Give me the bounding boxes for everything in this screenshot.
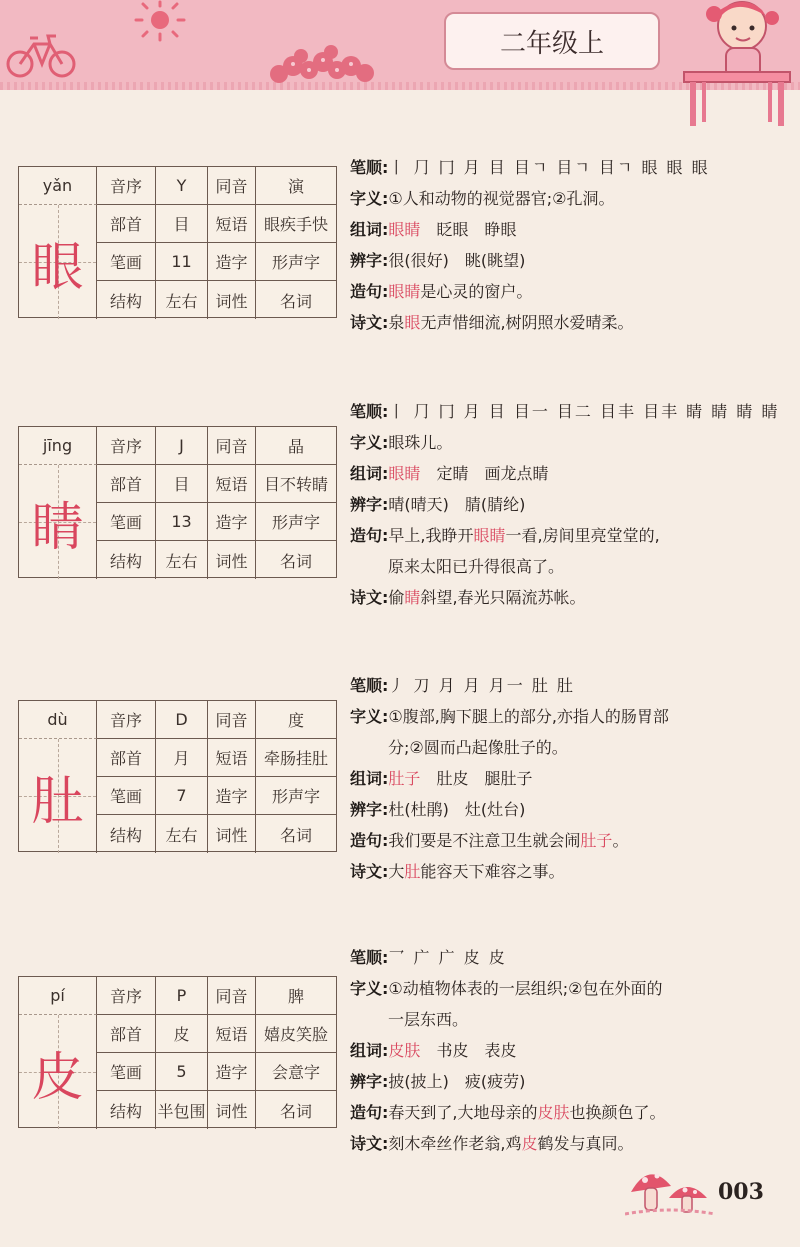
poem-line	[350, 582, 790, 613]
label-cixing: 词性	[208, 1091, 256, 1129]
value-jiegou: 左右	[156, 281, 208, 319]
meaning-line	[350, 183, 790, 214]
sentence-line	[350, 276, 790, 307]
label-yinxu: 音序	[97, 977, 156, 1015]
value-cixing: 名词	[279, 291, 312, 311]
sentence-a: 我们要是不注意卫生就会闹	[388, 831, 581, 850]
poem-a: 大	[388, 862, 405, 881]
label-bianzi: 辨字:	[350, 800, 389, 819]
poem-a: 刻木牵丝作老翁,鸡	[388, 1134, 522, 1153]
label-ziyi: 字义:	[350, 979, 389, 998]
big-character	[19, 205, 97, 319]
value-duanyu: 嬉皮笑脸	[256, 1015, 336, 1053]
words-rest: 肚皮 腿肚子	[436, 769, 533, 788]
value-bihua: 11	[156, 243, 208, 281]
poem-b: 能容天下难容之事。	[420, 862, 565, 881]
value-duanyu: 目不转睛	[256, 465, 336, 503]
meaning: ①人和动物的视觉器官;②孔洞。	[388, 189, 615, 208]
words-line	[350, 763, 790, 794]
big-character-text: 肚	[31, 771, 84, 832]
char-notes	[350, 942, 790, 1159]
char-info-card	[18, 426, 337, 578]
label-jiegou: 结构	[97, 1091, 156, 1129]
sentence-line	[350, 1097, 790, 1128]
big-character-text: 睛	[31, 497, 84, 558]
distinguish: 很(很好) 眺(眺望)	[388, 251, 526, 270]
value-tongyin: 晶	[256, 427, 336, 465]
meaning-line	[350, 701, 790, 732]
value-cixing: 名词	[279, 825, 312, 845]
value-bushou: 皮	[156, 1015, 208, 1053]
sentence-line	[350, 520, 790, 551]
words-rest: 眨眼 睁眼	[436, 220, 517, 239]
label-ziyi: 字义:	[350, 189, 389, 208]
label-yinxu: 音序	[97, 167, 156, 205]
poem-line	[350, 856, 790, 887]
pinyin: dù	[19, 701, 97, 739]
label-zaoju: 造句:	[350, 1103, 389, 1122]
label-duanyu: 短语	[208, 465, 256, 503]
label-jiegou: 结构	[97, 281, 156, 319]
poem-b: 斜望,春光只隔流苏帐。	[420, 588, 586, 607]
sun-icon	[130, 0, 190, 46]
big-character	[19, 1015, 97, 1129]
sentence-continued: 原来太阳已升得很高了。	[388, 557, 565, 576]
bicycle-icon	[4, 30, 78, 80]
label-zaozi: 造字	[208, 503, 256, 541]
words-line	[350, 458, 790, 489]
label-zaoju: 造句:	[350, 831, 389, 850]
sentence-b: 一看,房间里亮堂堂的,	[505, 526, 660, 545]
big-character	[19, 465, 97, 579]
value-bihua: 13	[156, 503, 208, 541]
label-jiegou: 结构	[97, 541, 156, 579]
label-shiwen: 诗文:	[350, 588, 389, 607]
distinguish-line	[350, 1066, 790, 1097]
label-bihua: 笔画	[97, 777, 156, 815]
poem-highlight: 皮	[521, 1134, 538, 1153]
value-bihua: 5	[156, 1053, 208, 1091]
label-bishun: 笔顺:	[350, 676, 389, 695]
label-tongyin: 同音	[208, 167, 256, 205]
label-shiwen: 诗文:	[350, 313, 389, 332]
poem-highlight: 肚	[404, 862, 421, 881]
distinguish: 披(披上) 疲(疲劳)	[388, 1072, 526, 1091]
label-ziyi: 字义:	[350, 707, 389, 726]
value-tongyin: 脾	[256, 977, 336, 1015]
label-zuci: 组词:	[350, 220, 389, 239]
label-bianzi: 辨字:	[350, 1072, 389, 1091]
meaning: ①腹部,胸下腿上的部分,亦指人的肠胃部	[388, 707, 669, 726]
value-zaozi: 形声字	[256, 777, 336, 815]
value-yinxu: D	[156, 701, 208, 739]
label-zaozi: 造字	[208, 243, 256, 281]
stroke-order-line	[350, 152, 790, 183]
sentence-highlight: 眼睛	[473, 526, 506, 545]
stroke-order: 乛 广 广 皮 皮	[388, 948, 507, 967]
poem-highlight: 眼	[404, 313, 421, 332]
label-bushou: 部首	[97, 205, 156, 243]
sentence-highlight: 皮肤	[537, 1103, 570, 1122]
label-duanyu: 短语	[208, 205, 256, 243]
value-bushou: 月	[156, 739, 208, 777]
grade-tag: 二年级上	[444, 12, 660, 70]
value-duanyu: 牵肠挂肚	[256, 739, 336, 777]
words-rest: 定睛 画龙点睛	[436, 464, 549, 483]
char-notes	[350, 670, 790, 887]
girl-at-desk-icon	[674, 0, 794, 130]
word-highlight: 眼睛	[388, 464, 421, 483]
label-shiwen: 诗文:	[350, 862, 389, 881]
poem-line	[350, 307, 790, 338]
char-info-card	[18, 976, 337, 1128]
poem-line	[350, 1128, 790, 1159]
label-bushou: 部首	[97, 465, 156, 503]
value-jiegou: 左右	[156, 541, 208, 579]
value-yinxu: P	[156, 977, 208, 1015]
value-yinxu: J	[156, 427, 208, 465]
sentence-b: 。	[612, 831, 629, 850]
meaning: 眼珠儿。	[388, 433, 453, 452]
sentence-highlight: 肚子	[580, 831, 613, 850]
value-tongyin: 演	[256, 167, 336, 205]
poem-a: 偷	[388, 588, 405, 607]
poem-b: 鹤发与真同。	[537, 1134, 634, 1153]
label-bihua: 笔画	[97, 1053, 156, 1091]
label-tongyin: 同音	[208, 701, 256, 739]
label-shiwen: 诗文:	[350, 1134, 389, 1153]
value-zaozi: 形声字	[256, 503, 336, 541]
value-tongyin: 度	[256, 701, 336, 739]
label-zuci: 组词:	[350, 464, 389, 483]
distinguish-line	[350, 245, 790, 276]
pinyin: jīng	[19, 427, 97, 465]
label-tongyin: 同音	[208, 977, 256, 1015]
meaning: ①动植物体表的一层组织;②包在外面的	[388, 979, 663, 998]
label-bihua: 笔画	[97, 243, 156, 281]
meaning-continued: 分;②圆而凸起像肚子的。	[388, 738, 568, 757]
value-bushou: 目	[156, 205, 208, 243]
big-character	[19, 739, 97, 853]
word-highlight: 皮肤	[388, 1041, 421, 1060]
words-line	[350, 214, 790, 245]
words-rest: 书皮 表皮	[436, 1041, 517, 1060]
char-notes	[350, 152, 790, 338]
value-bushou: 目	[156, 465, 208, 503]
stroke-order: 丨 ⺆ 冂 月 目 目ㄱ 目ㄱ 目ㄱ 眼 眼 眼	[388, 158, 710, 177]
words-line	[350, 1035, 790, 1066]
sentence-a: 早上,我睁开	[388, 526, 474, 545]
label-bianzi: 辨字:	[350, 495, 389, 514]
label-yinxu: 音序	[97, 427, 156, 465]
stroke-order-line	[350, 942, 790, 973]
label-tongyin: 同音	[208, 427, 256, 465]
label-yinxu: 音序	[97, 701, 156, 739]
char-info-card	[18, 700, 337, 852]
big-character-text: 皮	[31, 1047, 84, 1108]
label-duanyu: 短语	[208, 1015, 256, 1053]
pinyin: pí	[19, 977, 97, 1015]
char-info-card	[18, 166, 337, 318]
stroke-order-line	[350, 670, 790, 701]
pinyin: yǎn	[19, 167, 97, 205]
label-bushou: 部首	[97, 1015, 156, 1053]
value-cixing: 名词	[279, 551, 312, 571]
distinguish: 晴(晴天) 腈(腈纶)	[388, 495, 526, 514]
label-zuci: 组词:	[350, 1041, 389, 1060]
label-cixing: 词性	[208, 541, 256, 579]
label-zaozi: 造字	[208, 777, 256, 815]
label-bishun: 笔顺:	[350, 158, 389, 177]
label-zaoju: 造句:	[350, 282, 389, 301]
label-cixing: 词性	[208, 815, 256, 853]
label-bianzi: 辨字:	[350, 251, 389, 270]
meaning-line	[350, 427, 790, 458]
value-yinxu: Y	[156, 167, 208, 205]
flower-bush-icon	[265, 40, 380, 85]
poem-highlight: 睛	[404, 588, 421, 607]
label-bushou: 部首	[97, 739, 156, 777]
label-duanyu: 短语	[208, 739, 256, 777]
label-zaoju: 造句:	[350, 526, 389, 545]
sentence-line	[350, 825, 790, 856]
char-notes	[350, 396, 790, 613]
poem-a: 泉	[388, 313, 405, 332]
value-duanyu: 眼疾手快	[256, 205, 336, 243]
page-number: 003	[718, 1179, 764, 1205]
value-jiegou: 左右	[156, 815, 208, 853]
value-zaozi: 形声字	[256, 243, 336, 281]
big-character-text: 眼	[31, 237, 84, 298]
distinguish: 杜(杜鹃) 灶(灶台)	[388, 800, 526, 819]
label-bishun: 笔顺:	[350, 948, 389, 967]
label-jiegou: 结构	[97, 815, 156, 853]
word-highlight: 眼睛	[388, 220, 421, 239]
value-bihua: 7	[156, 777, 208, 815]
sentence-highlight: 眼睛	[388, 282, 421, 301]
distinguish-line	[350, 489, 790, 520]
label-zaozi: 造字	[208, 1053, 256, 1091]
stroke-order-line	[350, 396, 790, 427]
sentence-a: 春天到了,大地母亲的	[388, 1103, 538, 1122]
label-bishun: 笔顺:	[350, 402, 389, 421]
meaning-line	[350, 973, 790, 1004]
mushroom-icon	[625, 1162, 715, 1220]
word-highlight: 肚子	[388, 769, 421, 788]
stroke-order: 丿 刀 月 月 月一 肚 肚	[388, 676, 575, 695]
value-jiegou: 半包围	[156, 1091, 208, 1129]
poem-b: 无声惜细流,树阴照水爱晴柔。	[420, 313, 634, 332]
label-cixing: 词性	[208, 281, 256, 319]
label-ziyi: 字义:	[350, 433, 389, 452]
label-zuci: 组词:	[350, 769, 389, 788]
meaning-continued: 一层东西。	[388, 1010, 469, 1029]
sentence-b: 也换颜色了。	[569, 1103, 666, 1122]
label-bihua: 笔画	[97, 503, 156, 541]
value-cixing: 名词	[279, 1101, 312, 1121]
stroke-order: 丨 ⺆ 冂 月 目 目一 目二 目丰 目丰 睛 睛 睛 睛	[388, 402, 780, 421]
value-zaozi: 会意字	[256, 1053, 336, 1091]
sentence-rest: 是心灵的窗户。	[420, 282, 533, 301]
distinguish-line	[350, 794, 790, 825]
